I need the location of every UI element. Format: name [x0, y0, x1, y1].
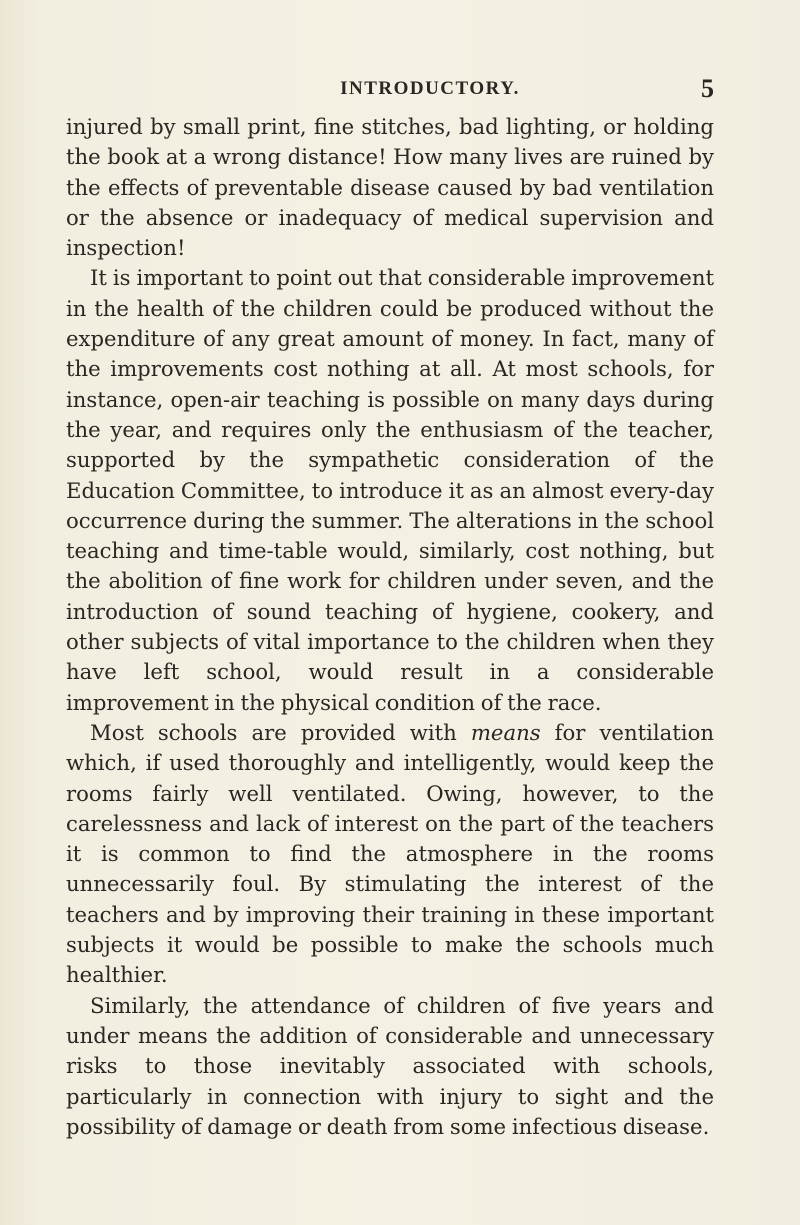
paragraph-1: injured by small print, fine stitches, bad lighting, or holding the book at a wrong distance! How many lives are ruined by the effects of preventable disease caused by bad ventilation or the absence or inadequacy of medical supervision and inspection!	[66, 114, 714, 261]
page-number: 5	[701, 74, 714, 103]
paragraph-2: It is important to point out that considerable improvement in the health of the children could be produced without the expenditure of any great amount of money. In fact, many of the improvements cost nothing at all. At most schools, for instance, open-air teaching is possible on many days during the year, and requires only the enthusiasm of the teacher, supported by the sympathetic consideration of the Education Committee, to introduce it as an almost every-day occurrence during the summer. The alterations in the school teaching and time-table would, similarly, cost nothing, but the abolition of fine work for children under seven, and the introduction of sound teaching of hygiene, cookery, and other subjects of vital importance to the children when they have left school, would result in a considerable improvement in the physical condition of the race.	[66, 265, 714, 715]
paragraph-3-start: Most schools are provided with	[90, 719, 471, 745]
running-title: INTRODUCTORY.	[340, 78, 520, 99]
paragraph-3-end: for ventilation which, if used thoroughly and intelligently, would keep the rooms fairly well ventilated. Owing, however, to the carelessness and lack of interest on the part of the teachers it is common to find the atmosphere in the rooms unnecessarily foul. By stimulating the interest of the teachers and by improving their training in these important subjects it would be possible to make the schools much healthier.	[66, 719, 714, 988]
running-head	[66, 74, 714, 108]
body-text	[66, 112, 714, 1142]
paragraph-3	[66, 718, 714, 991]
paragraph-4: Similarly, the attendance of children of five years and under means the addition of considerable and unnecessary risks to those inevitably associated with schools, particularly in connection with injury to sight and the possibility of damage or death from some infectious disease.	[66, 992, 714, 1139]
emphasis-means: means	[470, 719, 541, 745]
